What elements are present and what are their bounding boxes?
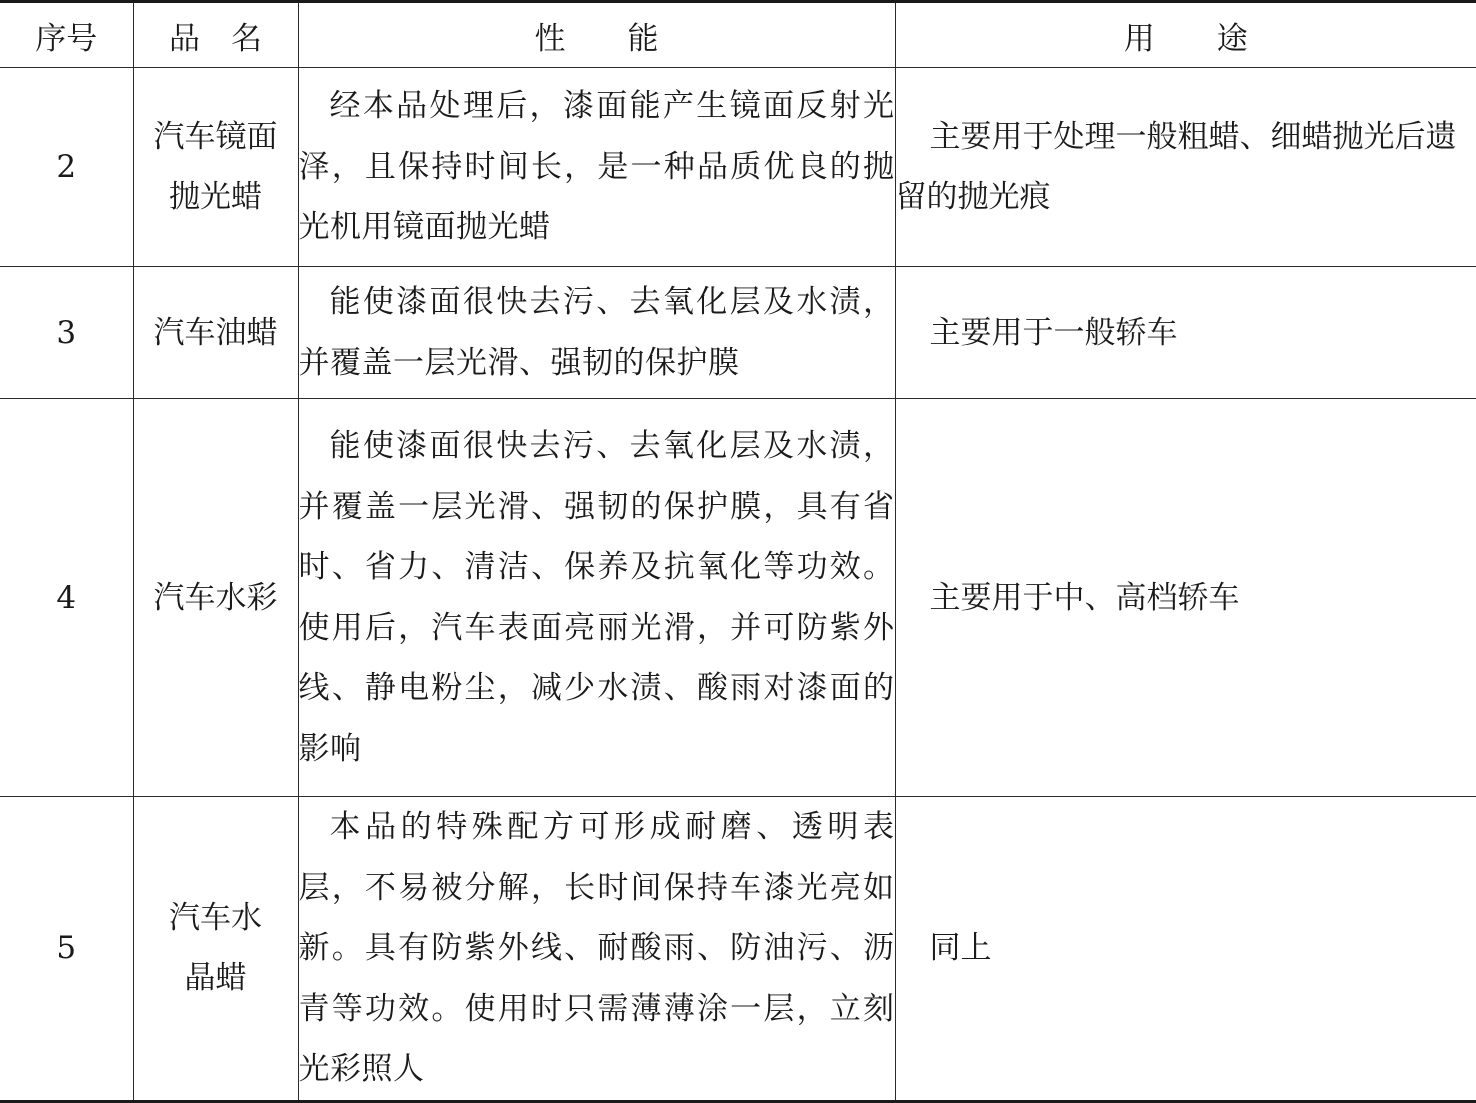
header-row <box>0 2 1476 68</box>
product-name-cell <box>133 399 298 797</box>
usage-cell: 主要用于一般轿车 <box>895 267 1476 399</box>
row-number: 5 <box>0 797 133 1102</box>
header-name: 品 名 <box>133 2 298 68</box>
table-row <box>0 68 1476 267</box>
performance-cell: 能使漆面很快去污、去氧化层及水渍，并覆盖一层光滑、强韧的保护膜，具有省时、省力、清洁、保养及抗氧化等功效。使用后，汽车表面亮丽光滑，并可防紫外线、静电粉尘，减少水渍、酸雨对漆面的影响 <box>298 399 895 797</box>
product-name: 汽车水彩 <box>153 579 278 616</box>
usage-cell: 同上 <box>895 797 1476 1102</box>
product-name-cell <box>133 68 298 267</box>
header-usage: 用 途 <box>895 2 1476 68</box>
product-name-cell <box>133 797 298 1102</box>
usage-cell: 主要用于处理一般粗蜡、细蜡抛光后遗留的抛光痕 <box>895 68 1476 267</box>
header-no: 序号 <box>0 2 133 68</box>
table-row <box>0 797 1476 1102</box>
row-number: 3 <box>0 267 133 399</box>
header-performance: 性 能 <box>298 2 895 68</box>
row-number: 2 <box>0 68 133 267</box>
usage-cell: 主要用于中、高档轿车 <box>895 399 1476 797</box>
table-row <box>0 399 1476 797</box>
performance-cell: 能使漆面很快去污、去氧化层及水渍，并覆盖一层光滑、强韧的保护膜 <box>298 267 895 399</box>
product-name: 汽车镜面 抛光蜡 <box>153 119 278 215</box>
product-name-cell <box>133 267 298 399</box>
product-name: 汽车水 晶蜡 <box>169 900 262 997</box>
product-name: 汽车油蜡 <box>153 314 278 351</box>
table-row <box>0 267 1476 399</box>
performance-cell: 经本品处理后，漆面能产生镜面反射光泽，且保持时间长，是一种品质优良的抛光机用镜面抛光蜡 <box>298 68 895 267</box>
performance-cell: 本品的特殊配方可形成耐磨、透明表层，不易被分解，长时间保持车漆光亮如新。具有防紫外线、耐酸雨、防油污、沥青等功效。使用时只需薄薄涂一层，立刻光彩照人 <box>298 797 895 1102</box>
row-number: 4 <box>0 399 133 797</box>
